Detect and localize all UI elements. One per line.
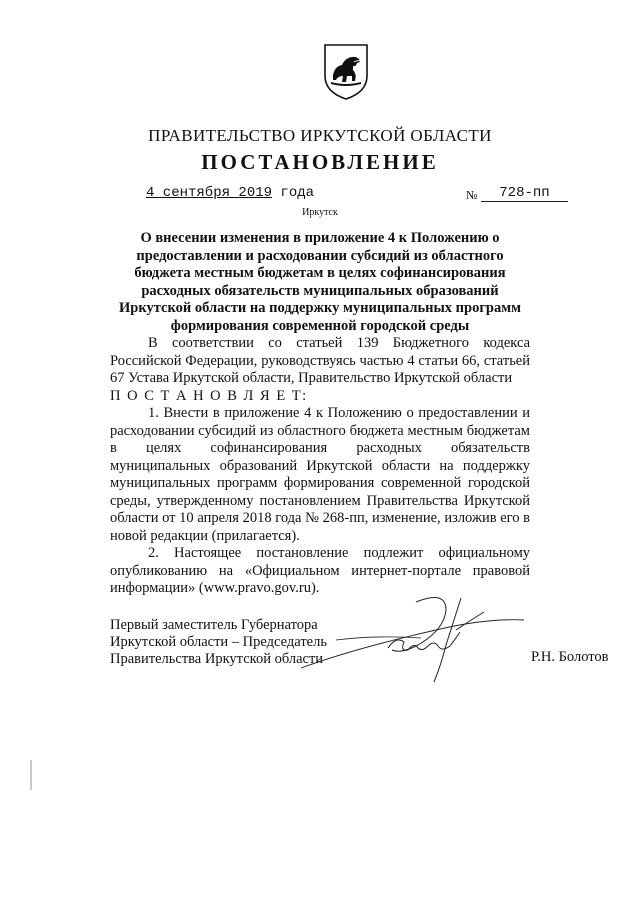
document-number: 728-пп xyxy=(481,185,568,202)
item-2-paragraph: 2. Настоящее постановление подлежит официальному опубликованию на «Официальном интернет-портале правовой информации» (www.pravo.gov.ru). xyxy=(110,545,530,596)
document-date xyxy=(146,185,314,201)
document-body xyxy=(110,335,530,598)
document-type: ПОСТАНОВЛЕНИЕ xyxy=(201,150,439,174)
signatory-name: Р.Н. Болотов xyxy=(531,649,609,665)
handwritten-signature xyxy=(296,590,526,690)
item-1-paragraph: 1. Внести в приложение 4 к Положению о предоставлении и расходовании субсидий из областного бюджета местным бюджетам в целях софинансирования расходных обязательств муниципальных образований Иркутской области на поддержку муниципальных программ формирования современной городской среды, утвержденному постановлением Правительства Иркутской области от 10 апреля 2018 года № 268-пп, изменение, изложив его в новой редакции (прилагается). xyxy=(110,405,530,544)
scan-edge-mark xyxy=(30,760,32,790)
preamble-paragraph: В соответствии со статьей 139 Бюджетного кодекса Российской Федерации, руководствуясь частью 4 статьи 66, статьей 67 Устава Иркутской области, Правительство Иркутской области xyxy=(110,335,530,386)
signatory-line-3: Правительства Иркутской области xyxy=(110,651,324,667)
coat-of-arms-icon xyxy=(322,42,370,102)
government-name: ПРАВИТЕЛЬСТВО ИРКУТСКОЙ ОБЛАСТИ xyxy=(148,126,492,145)
number-label: № xyxy=(466,188,478,202)
resolves-heading: П О С Т А Н О В Л Я Е Т: xyxy=(110,387,308,404)
signatory-line-1: Первый заместитель Губернатора xyxy=(110,617,318,633)
document-title: О внесении изменения в приложение 4 к Положению о предоставлении и расходовании субсидий из областного бюджета местным бюджетам в целях софинансирования расходных обязательств муниципальных образований Иркутской области на поддержку муниципальных программ формирования современной городской среды xyxy=(118,230,521,334)
city-name: Иркутск xyxy=(302,207,338,218)
date-value: 4 сентября 2019 xyxy=(146,185,273,201)
date-suffix: года xyxy=(272,185,315,201)
signatory-line-2: Иркутской области – Председатель xyxy=(110,634,327,650)
